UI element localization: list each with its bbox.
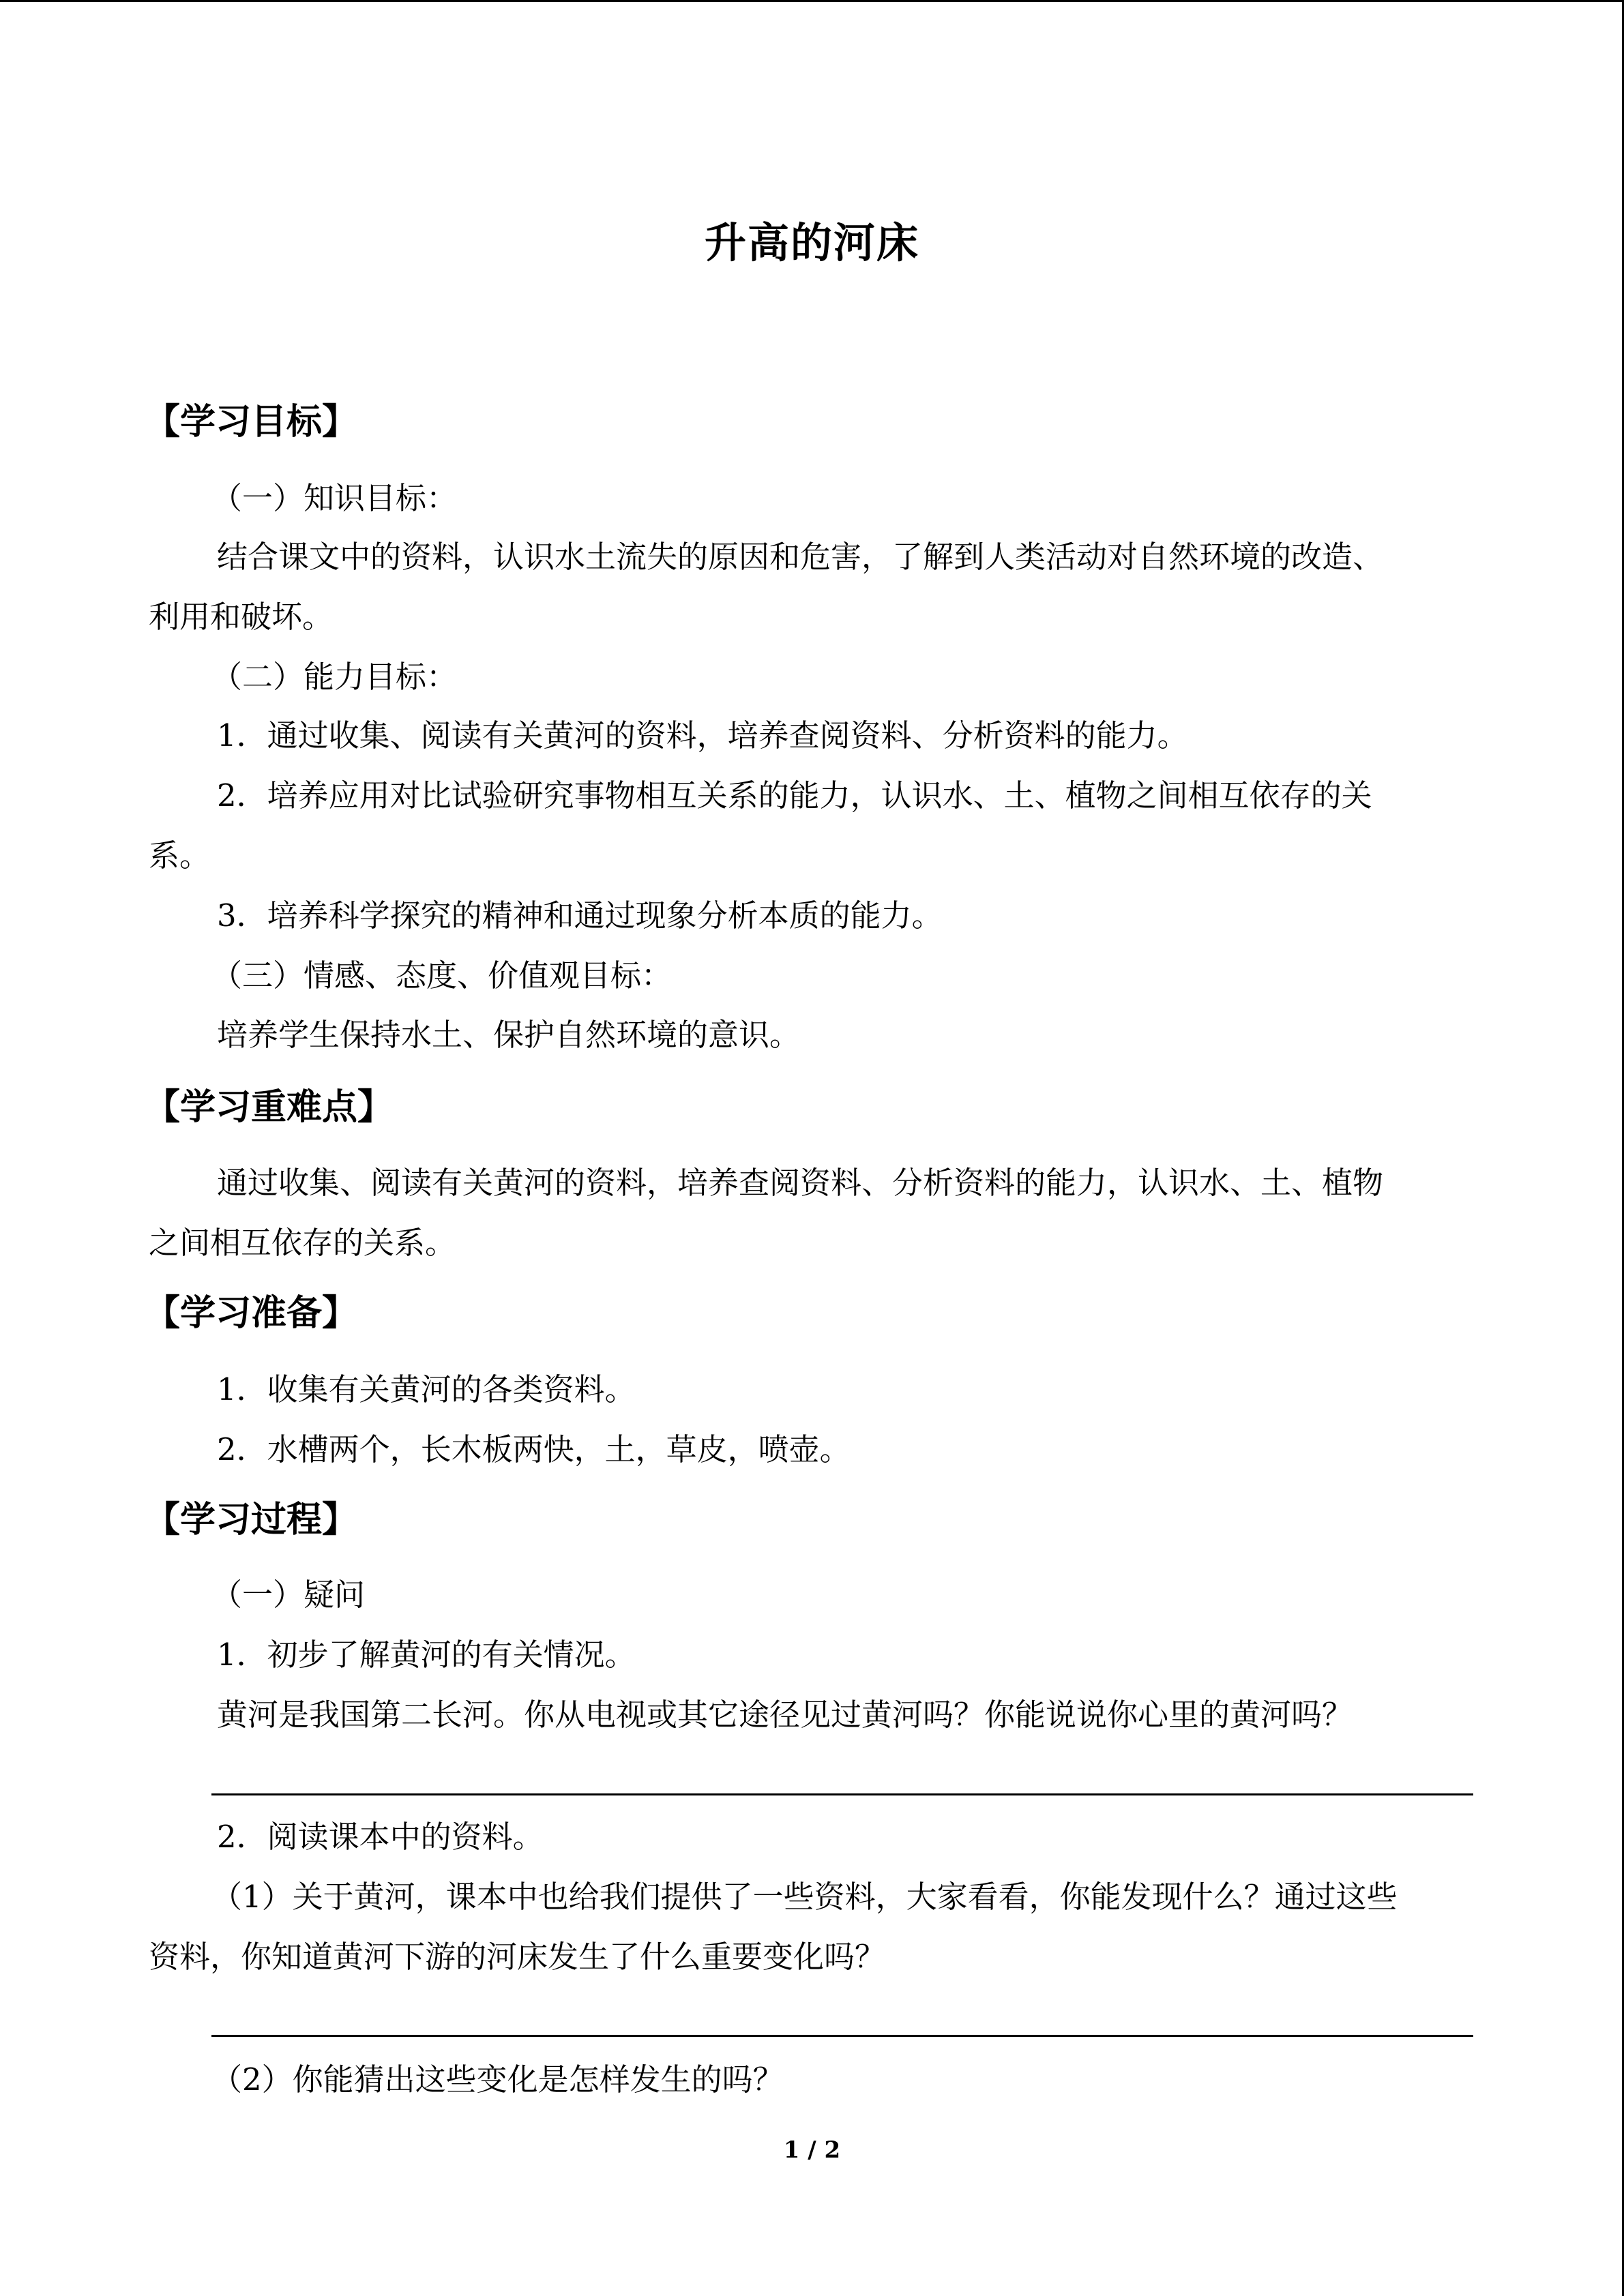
key-points-text-1: 通过收集、阅读有关黄河的资料，培养查阅资料、分析资料的能力，认识水、土、植物	[217, 1165, 1384, 1201]
knowledge-goal-label: （一）知识目标：	[211, 480, 458, 516]
process-question-2: （2）你能猜出这些变化是怎样发生的吗？	[211, 2061, 784, 2098]
page-number: 1 / 2	[783, 2136, 841, 2164]
process-part-1-label: （一）疑问	[211, 1577, 366, 1613]
emotion-goal-label: （三）情感、态度、价值观目标：	[211, 957, 673, 994]
answer-line-1	[211, 1793, 1473, 1795]
section-heading-key-points: 【学习重难点】	[145, 1086, 394, 1128]
emotion-goal-text: 培养学生保持水土、保护自然环境的意识。	[217, 1017, 801, 1053]
process-question-1b: 资料，你知道黄河下游的河床发生了什么重要变化吗？	[149, 1939, 886, 1975]
ability-goal-2b: 系。	[149, 837, 211, 874]
ability-goal-2a: 2．培养应用对比试验研究事物相互关系的能力，认识水、土、植物之间相互依存的关	[217, 777, 1372, 814]
preparation-item-2: 2．水槽两个，长木板两快，土，草皮，喷壶。	[217, 1431, 851, 1467]
ability-goal-3: 3．培养科学探究的精神和通过现象分析本质的能力。	[217, 897, 943, 934]
ability-goal-1: 1．通过收集、阅读有关黄河的资料，培养查阅资料、分析资料的能力。	[217, 717, 1188, 754]
section-heading-goals: 【学习目标】	[145, 401, 358, 443]
section-heading-preparation: 【学习准备】	[145, 1292, 358, 1334]
document-title: 升高的河床	[704, 219, 919, 267]
process-step-1-text: 黄河是我国第二长河。你从电视或其它途径见过黄河吗？你能说说你心里的黄河吗？	[217, 1697, 1353, 1733]
process-step-2: 2．阅读课本中的资料。	[217, 1819, 544, 1855]
process-step-1: 1．初步了解黄河的有关情况。	[217, 1637, 636, 1673]
section-heading-process: 【学习过程】	[145, 1499, 358, 1540]
knowledge-goal-text-2: 利用和破坏。	[149, 599, 334, 635]
answer-line-2	[211, 2035, 1473, 2037]
ability-goal-label: （二）能力目标：	[211, 659, 458, 695]
preparation-item-1: 1．收集有关黄河的各类资料。	[217, 1371, 636, 1407]
key-points-text-2: 之间相互依存的关系。	[149, 1225, 456, 1261]
process-question-1a: （1）关于黄河，课本中也给我们提供了一些资料，大家看看，你能发现什么？通过这些	[211, 1879, 1398, 1915]
knowledge-goal-text-1: 结合课文中的资料，认识水土流失的原因和危害，了解到人类活动对自然环境的改造、	[217, 539, 1384, 575]
